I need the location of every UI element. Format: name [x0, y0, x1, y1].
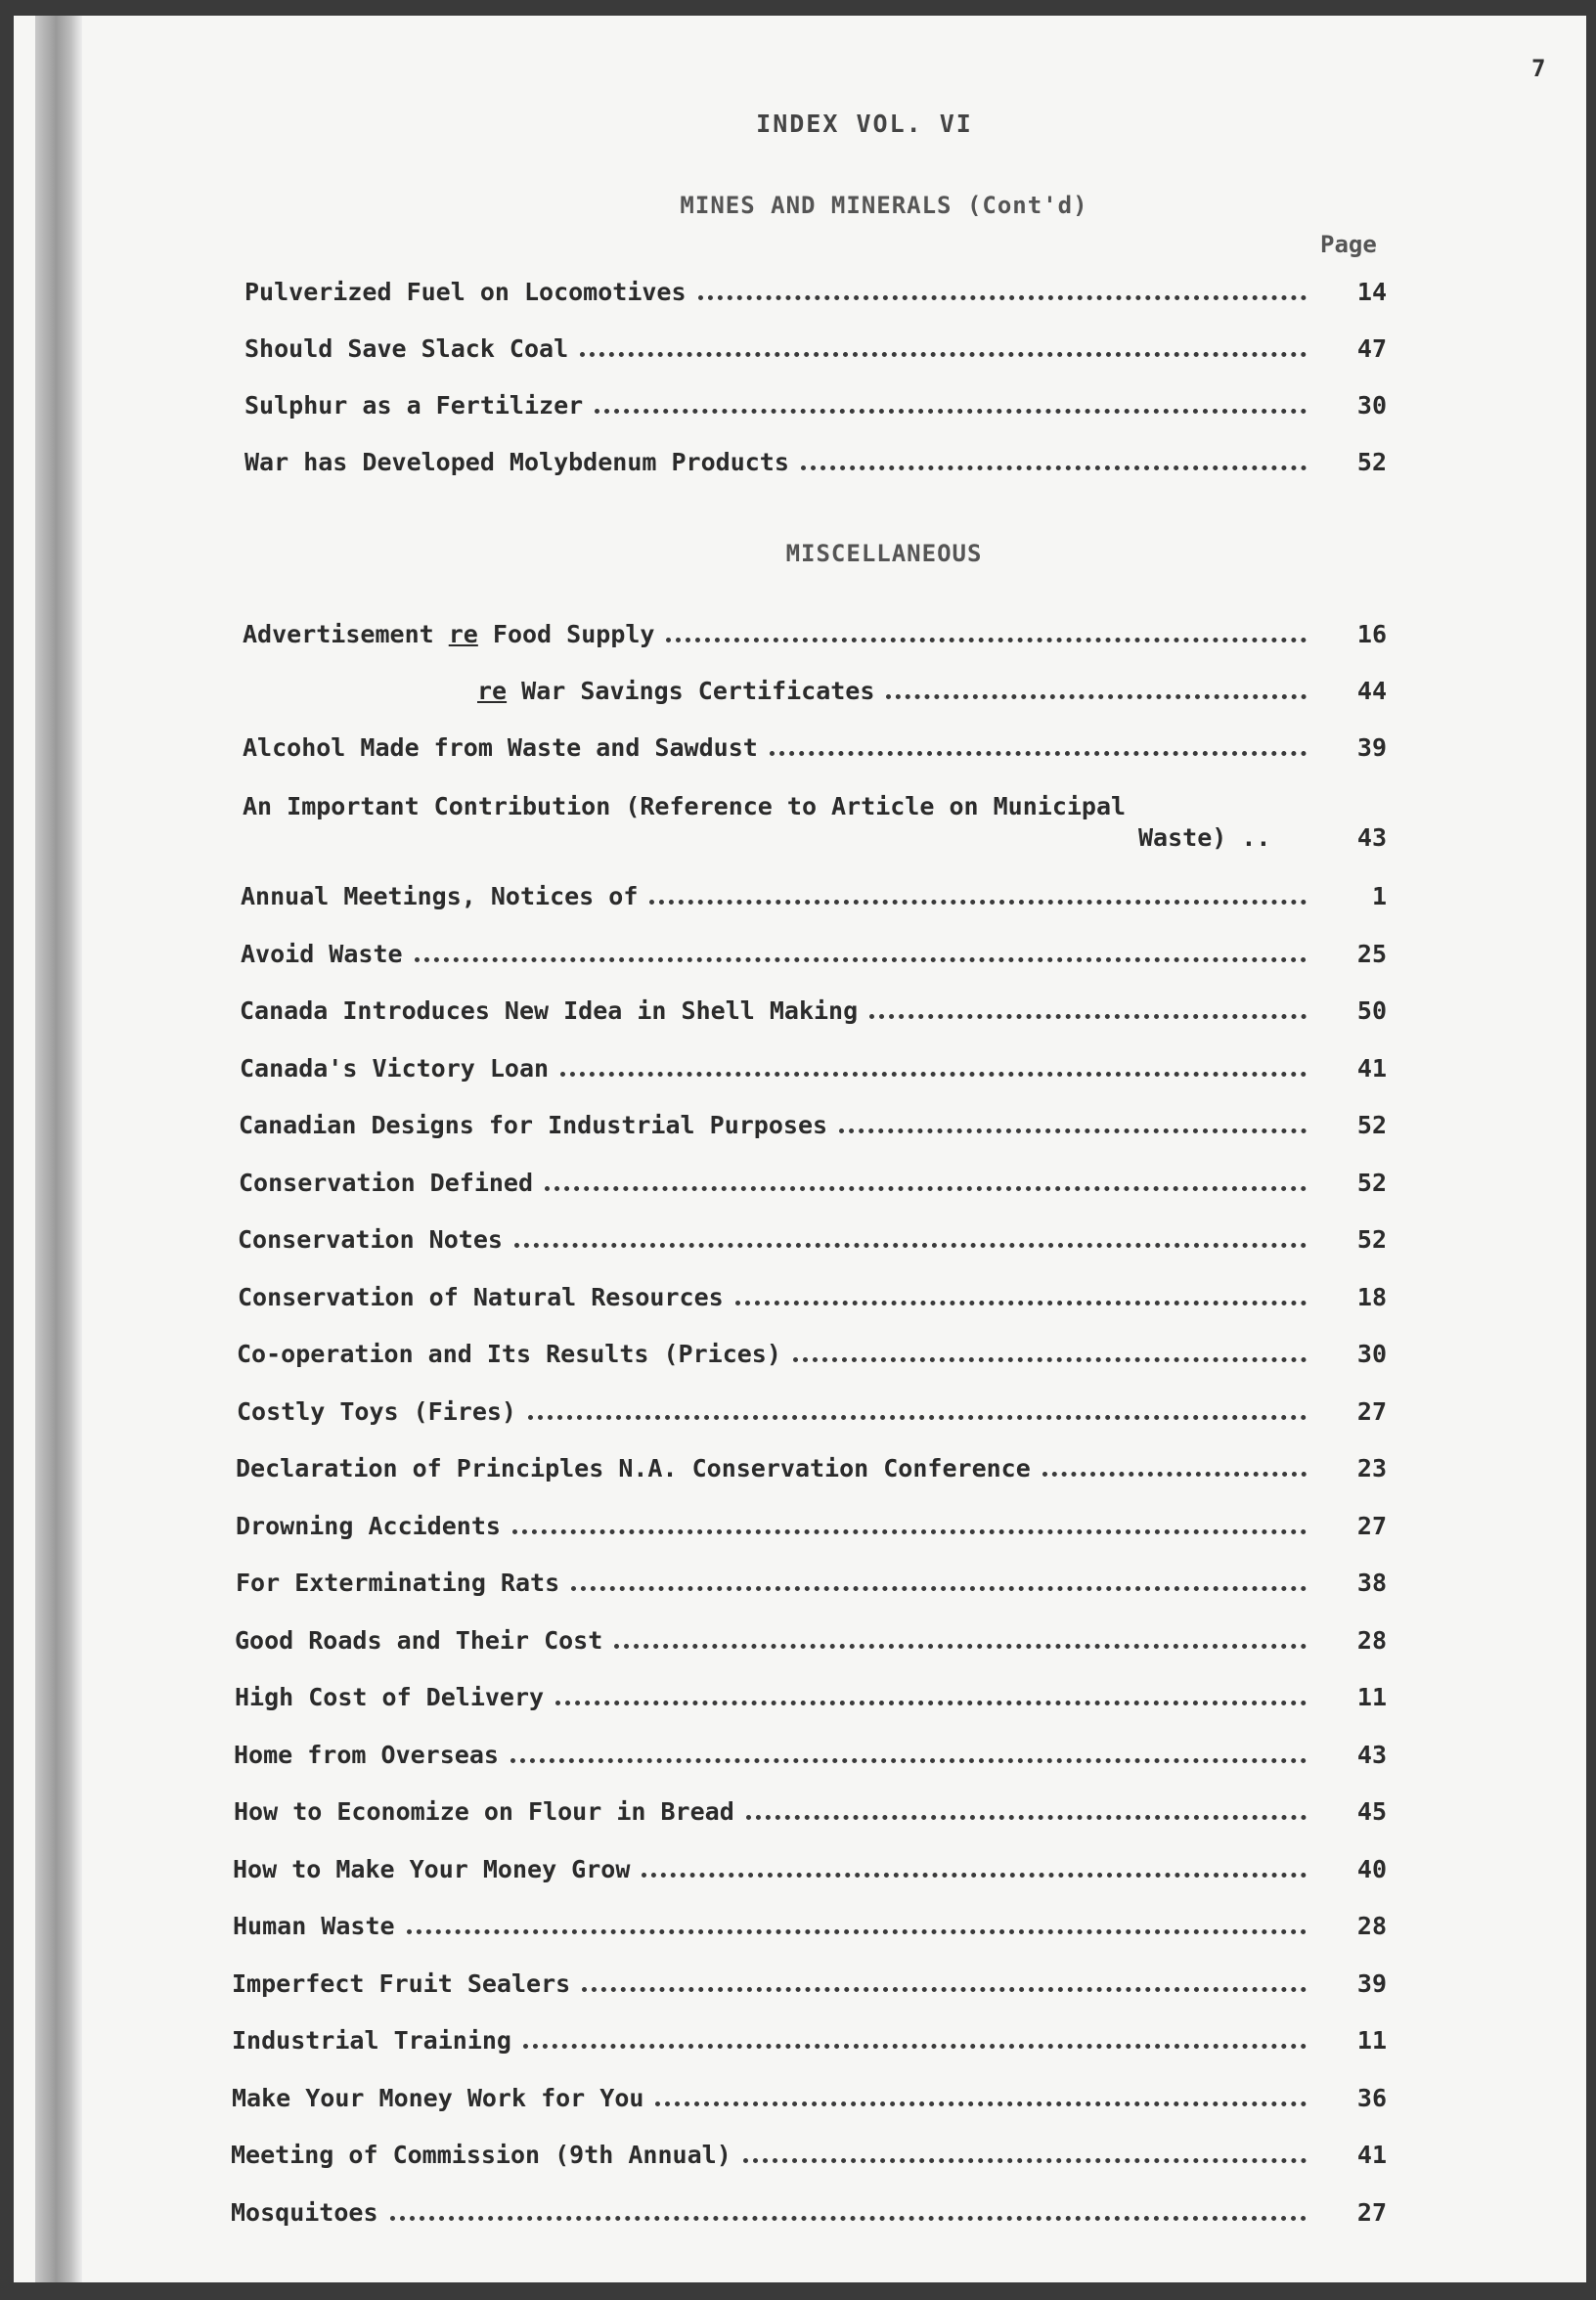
index-entry — [237, 1397, 1387, 1431]
page-number: 7 — [1531, 55, 1546, 82]
index-entry — [239, 1169, 1387, 1202]
entry-title: Avoid Waste — [241, 940, 403, 968]
entry-page: 52 — [1356, 1225, 1387, 1254]
entry-title: Conservation of Natural Resources — [238, 1283, 724, 1311]
leader-dots — [523, 2026, 1307, 2049]
index-entry — [232, 2026, 1387, 2059]
index-entry-important-line2 — [1138, 823, 1387, 857]
leader-dots — [886, 677, 1307, 699]
entry-title: High Cost of Delivery — [235, 1683, 545, 1711]
leader-dots — [545, 1169, 1307, 1191]
index-entry — [244, 391, 1387, 424]
entry-page: 16 — [1356, 620, 1387, 648]
leader-dots — [793, 1340, 1307, 1362]
leader-dots — [735, 1283, 1307, 1305]
entry-page: 52 — [1356, 1169, 1387, 1197]
entry-page: 14 — [1356, 278, 1387, 306]
entry-page: 52 — [1356, 1111, 1387, 1139]
entry-title: Mosquitoes — [231, 2198, 378, 2227]
entry-title: Annual Meetings, Notices of — [241, 882, 639, 910]
entry-title: Meeting of Commission (9th Annual) — [231, 2141, 732, 2169]
entry-page: 30 — [1356, 391, 1387, 420]
leader-dots — [512, 1512, 1307, 1534]
index-entry — [238, 1225, 1387, 1259]
entry-title: Alcohol Made from Waste and Sawdust — [243, 733, 758, 762]
leader-dots — [514, 1225, 1307, 1248]
entry-page: 11 — [1356, 2026, 1387, 2055]
index-entry-advertisement — [243, 620, 1387, 653]
entry-title: Good Roads and Their Cost — [235, 1626, 603, 1655]
entry-title: Home from Overseas — [234, 1741, 499, 1769]
leader-dots — [746, 1797, 1307, 1820]
index-entry — [240, 996, 1387, 1030]
entry-title: Conservation Notes — [238, 1225, 503, 1254]
entry-title: Co-operation and Its Results (Prices) — [237, 1340, 781, 1368]
index-entry-important-line1 — [243, 792, 1126, 825]
index-entry — [236, 1569, 1387, 1602]
leader-dots — [743, 2141, 1307, 2163]
entry-page: 39 — [1356, 733, 1387, 762]
entry-page: 30 — [1356, 1340, 1387, 1368]
entry-page: 27 — [1356, 1397, 1387, 1426]
entry-title: re War Savings Certificates — [477, 677, 875, 705]
leader-dots — [642, 1855, 1307, 1878]
index-entry — [233, 1855, 1387, 1888]
leader-dots — [595, 391, 1307, 414]
leader-dots — [698, 278, 1307, 300]
entry-title: Pulverized Fuel on Locomotives — [244, 278, 687, 306]
entry-page: 27 — [1356, 1512, 1387, 1540]
entry-page: 1 — [1371, 882, 1387, 910]
index-entry — [239, 1111, 1387, 1144]
entry-title: Canada Introduces New Idea in Shell Making — [240, 996, 859, 1025]
entry-title: For Exterminating Rats — [236, 1569, 560, 1597]
leader-dots — [770, 733, 1307, 756]
entry-title: Advertisement re Food Supply — [243, 620, 655, 648]
entry-page: 18 — [1356, 1283, 1387, 1311]
index-entry — [241, 940, 1387, 973]
entry-page: 43 — [1356, 1741, 1387, 1769]
mines-section-heading: MINES AND MINERALS (Cont'd) — [680, 192, 1088, 219]
entry-title: Declaration of Principles N.A. Conservation Conference — [236, 1454, 1031, 1482]
entry-page: 38 — [1356, 1569, 1387, 1597]
entry-page: 45 — [1356, 1797, 1387, 1826]
index-entry — [233, 1912, 1387, 1945]
index-entry — [232, 1969, 1387, 2003]
leader-dots — [649, 882, 1307, 905]
leader-dots — [655, 2084, 1307, 2106]
index-entry — [236, 1454, 1387, 1487]
index-title: INDEX VOL. VI — [756, 110, 973, 138]
re-word: re — [477, 677, 508, 705]
entry-title: Make Your Money Work for You — [232, 2084, 644, 2112]
leader-dots — [580, 334, 1307, 357]
leader-dots — [390, 2198, 1307, 2221]
entry-title: Human Waste — [233, 1912, 395, 1940]
index-entry — [241, 882, 1387, 915]
index-entry — [236, 1512, 1387, 1545]
entry-page: 11 — [1356, 1683, 1387, 1711]
index-entry — [240, 1054, 1387, 1087]
entry-title-continued: Waste) .. — [1138, 823, 1271, 852]
leader-dots — [869, 996, 1307, 1019]
leader-dots — [407, 1912, 1307, 1934]
leader-dots — [528, 1397, 1307, 1420]
binding-shadow — [35, 16, 82, 2282]
leader-dots — [666, 620, 1307, 642]
entry-page: 47 — [1356, 334, 1387, 363]
index-entry — [244, 278, 1387, 311]
leader-dots — [510, 1741, 1307, 1763]
index-entry — [231, 2141, 1387, 2174]
index-entry — [234, 1797, 1387, 1831]
index-entry — [237, 1340, 1387, 1373]
leader-dots — [801, 448, 1307, 470]
leader-dots — [415, 940, 1307, 962]
entry-page: 50 — [1356, 996, 1387, 1025]
entry-page: 27 — [1356, 2198, 1387, 2227]
page-column-header: Page — [1320, 231, 1377, 258]
index-entry — [232, 2084, 1387, 2117]
entry-title: Sulphur as a Fertilizer — [244, 391, 584, 420]
misc-section-heading: MISCELLANEOUS — [785, 540, 983, 567]
index-entry — [244, 334, 1387, 368]
leader-dots — [560, 1054, 1307, 1077]
leader-dots — [1042, 1454, 1307, 1477]
index-entry — [243, 733, 1387, 767]
entry-title: Industrial Training — [232, 2026, 511, 2055]
entry-page: 23 — [1356, 1454, 1387, 1482]
entry-title: Imperfect Fruit Sealers — [232, 1969, 571, 1998]
entry-page: 40 — [1356, 1855, 1387, 1883]
index-entry — [235, 1683, 1387, 1716]
index-entry — [231, 2198, 1387, 2232]
entry-title: Conservation Defined — [239, 1169, 534, 1197]
entry-page: 41 — [1356, 1054, 1387, 1083]
index-entry — [238, 1283, 1387, 1316]
entry-page: 43 — [1356, 823, 1387, 852]
leader-dots — [614, 1626, 1307, 1649]
entry-page: 44 — [1356, 677, 1387, 705]
entry-title: Canadian Designs for Industrial Purposes — [239, 1111, 828, 1139]
index-entry — [235, 1626, 1387, 1659]
leader-dots — [839, 1111, 1307, 1133]
entry-page: 36 — [1356, 2084, 1387, 2112]
index-entry — [234, 1741, 1387, 1774]
entry-page: 28 — [1356, 1626, 1387, 1655]
entry-page: 41 — [1356, 2141, 1387, 2169]
index-entry-war-savings — [477, 677, 1387, 710]
entry-title: Costly Toys (Fires) — [237, 1397, 516, 1426]
entry-page: 28 — [1356, 1912, 1387, 1940]
entry-title: Should Save Slack Coal — [244, 334, 569, 363]
re-word: re — [448, 620, 478, 648]
entry-title: War has Developed Molybdenum Products — [244, 448, 789, 476]
entry-title: An Important Contribution (Reference to Article on Municipal — [243, 792, 1127, 820]
leader-dots — [555, 1683, 1307, 1705]
document-page — [14, 16, 1586, 2282]
entry-page: 39 — [1356, 1969, 1387, 1998]
entry-page: 52 — [1356, 448, 1387, 476]
entry-page: 25 — [1356, 940, 1387, 968]
entry-title: Drowning Accidents — [236, 1512, 501, 1540]
leader-dots — [582, 1969, 1307, 1992]
entry-title: How to Make Your Money Grow — [233, 1855, 631, 1883]
entry-title: Canada's Victory Loan — [240, 1054, 550, 1083]
leader-dots — [571, 1569, 1307, 1591]
entry-title: How to Economize on Flour in Bread — [234, 1797, 734, 1826]
index-entry — [244, 448, 1387, 481]
